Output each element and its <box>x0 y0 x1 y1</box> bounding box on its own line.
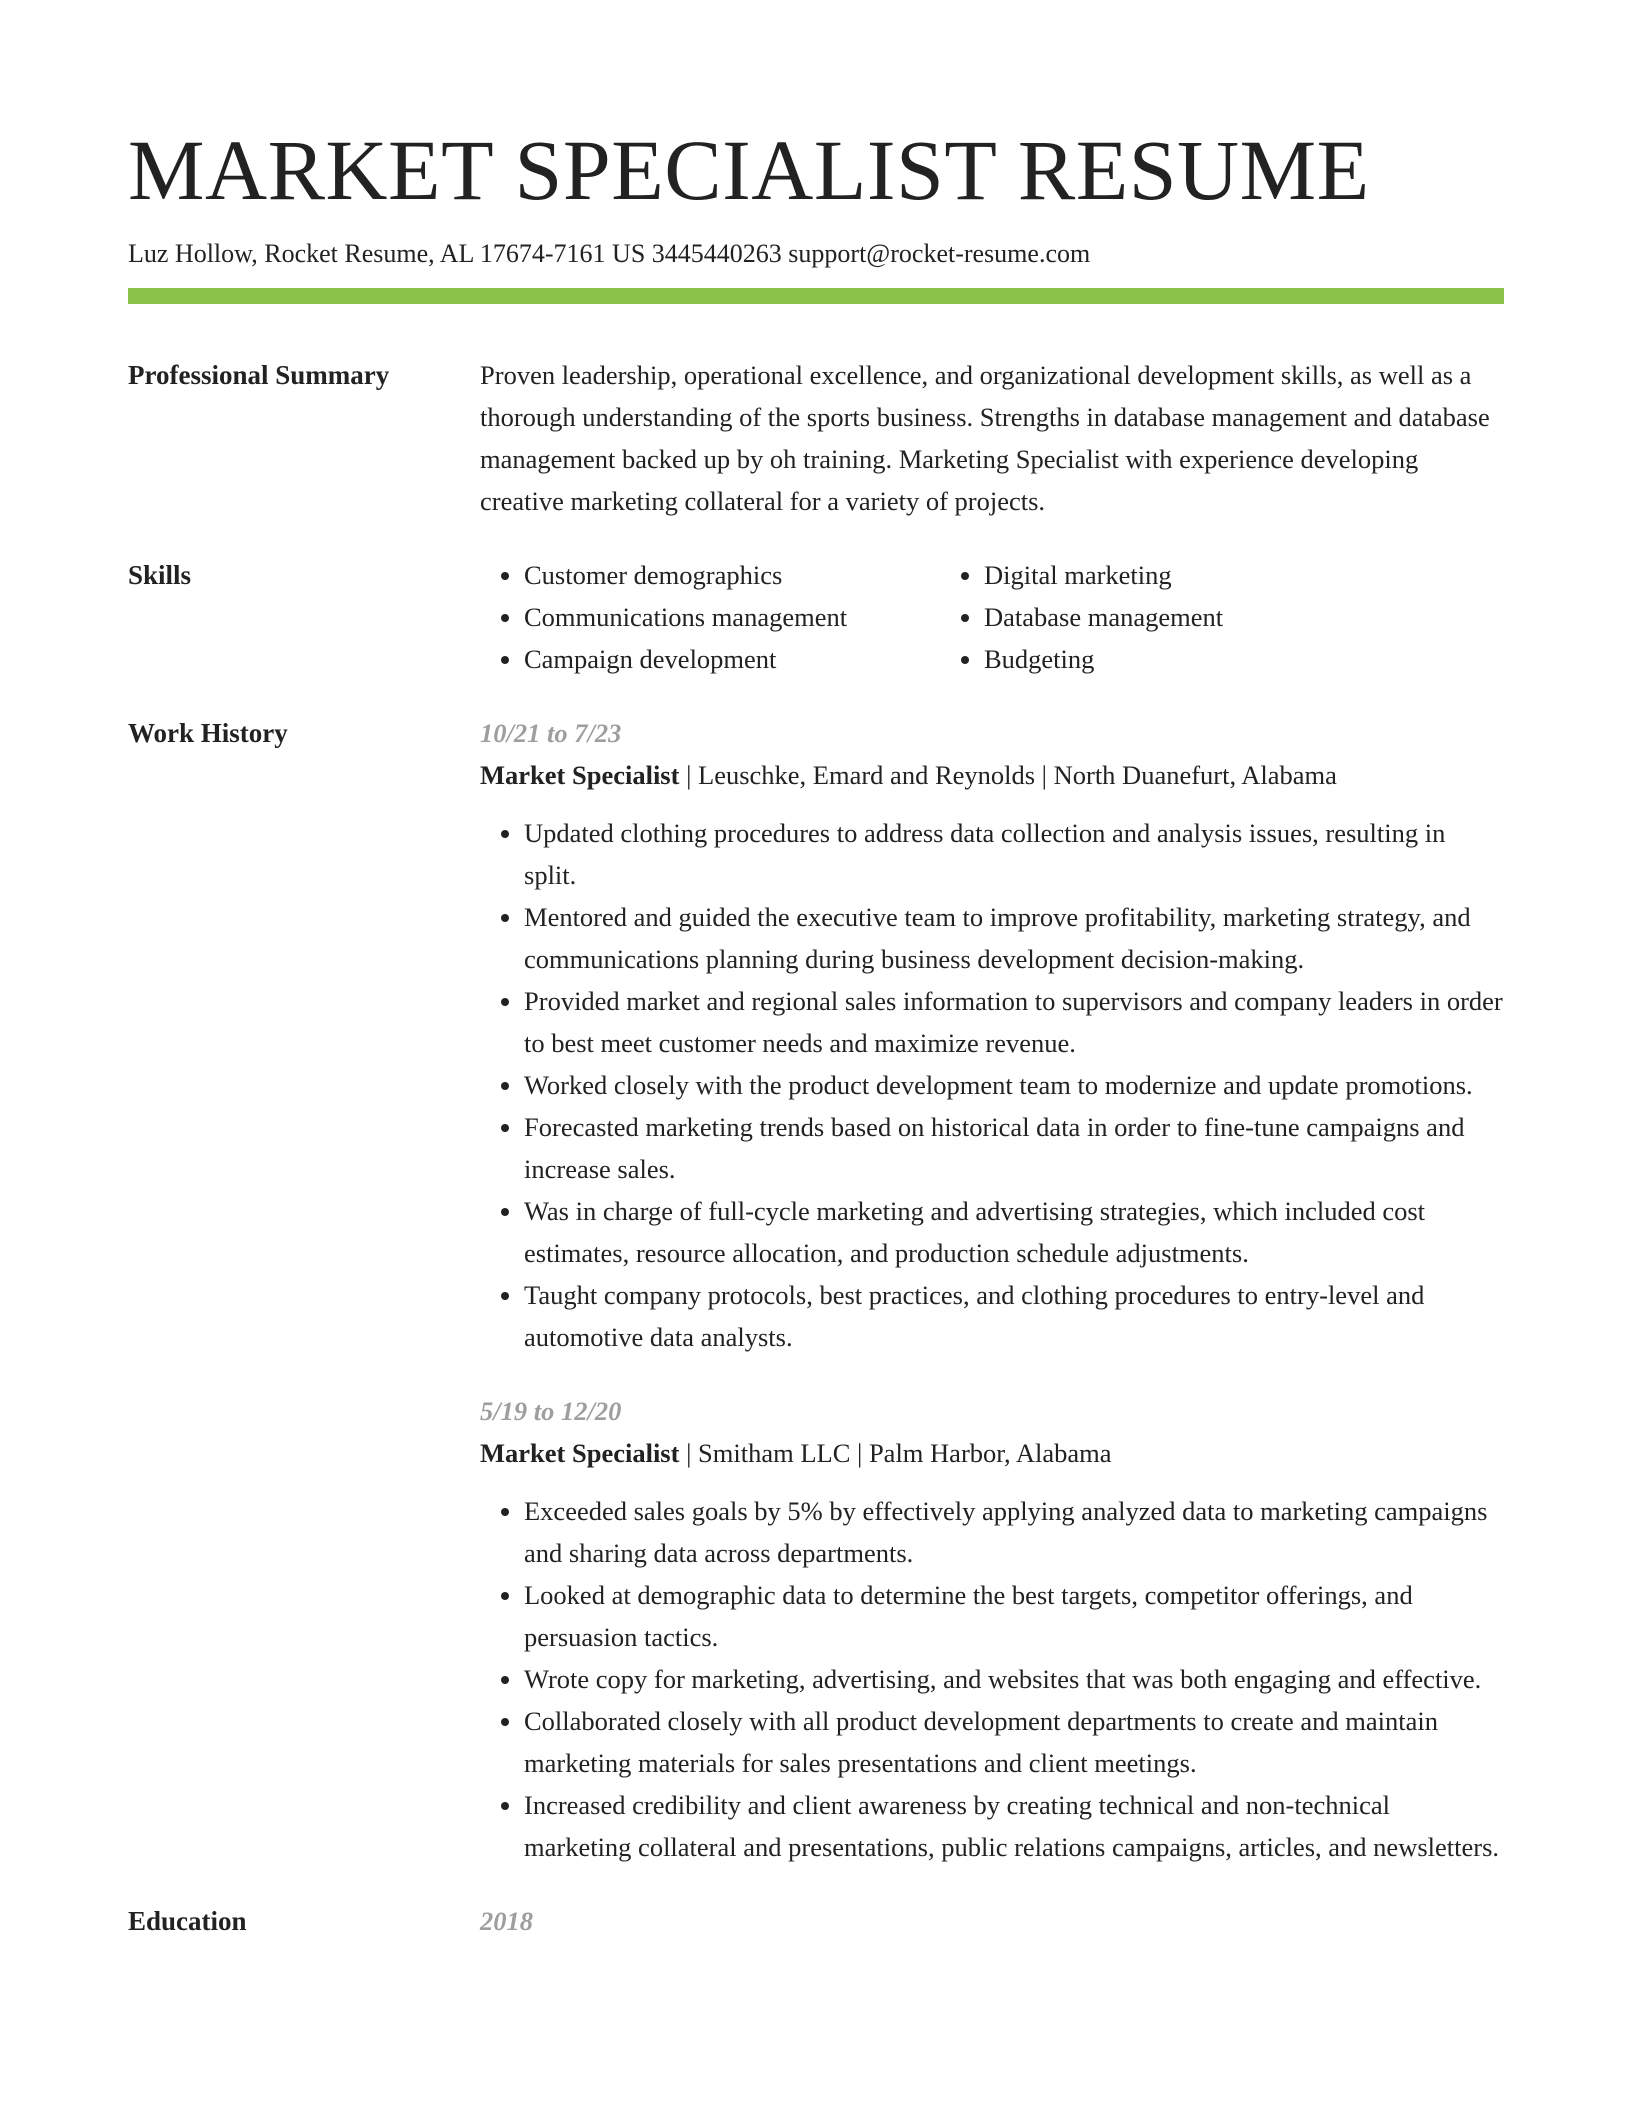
job-title: Market Specialist <box>480 760 680 790</box>
job-bullet: • Exceeded sales goals by 5% by effectively applying analyzed data to marketing campaigns and sharing data across departments. <box>524 1490 1504 1574</box>
job-title: Market Specialist <box>480 1438 680 1468</box>
job-bullet: • Forecasted marketing trends based on historical data in order to fine-tune campaigns and increase sales. <box>524 1106 1504 1190</box>
job-bullet: • Increased credibility and client awareness by creating technical and non-technical marketing collateral and presentations, public relations campaigns, articles, and newsletters. <box>524 1784 1504 1868</box>
job-dates: 5/19 to 12/20 <box>480 1396 622 1426</box>
job-dates: 10/21 to 7/23 <box>480 718 622 748</box>
skill-item: • Budgeting <box>984 638 1500 680</box>
skills-list-left <box>480 554 940 680</box>
summary-section <box>128 354 1504 522</box>
job-title-line <box>480 754 1504 796</box>
job-bullet: • Looked at demographic data to determine the best targets, competitor offerings, and persuasion tactics. <box>524 1574 1504 1658</box>
skills-list-right <box>940 554 1500 680</box>
skill-item: • Digital marketing <box>984 554 1500 596</box>
job-employer-location: | Smitham LLC | Palm Harbor, Alabama <box>679 1438 1112 1468</box>
resume-title: MARKET SPECIALIST RESUME <box>128 122 1370 218</box>
job-bullet: • Mentored and guided the executive team to improve profitability, marketing strategy, and communications planning during business development decision-making. <box>524 896 1504 980</box>
accent-divider <box>128 288 1504 304</box>
job-entry <box>480 712 1504 1358</box>
skills-heading: Skills <box>128 560 192 590</box>
job-bullets <box>480 812 1504 1358</box>
education-heading: Education <box>128 1906 247 1936</box>
work-history-section <box>128 712 1504 1868</box>
skill-item: • Campaign development <box>524 638 940 680</box>
job-employer-location: | Leuschke, Emard and Reynolds | North Duanefurt, Alabama <box>679 760 1337 790</box>
job-bullet: • Wrote copy for marketing, advertising, and websites that was both engaging and effective. <box>524 1658 1504 1700</box>
job-bullet: • Was in charge of full-cycle marketing and advertising strategies, which included cost estimates, resource allocation, and production schedule adjustments. <box>524 1190 1504 1274</box>
summary-heading: Professional Summary <box>128 360 390 390</box>
education-section <box>128 1900 1504 1942</box>
skills-section <box>128 554 1504 680</box>
summary-text: Proven leadership, operational excellence, and organizational development skills, as well as a thorough understanding of the sports business. Strengths in database management and database management backed up by oh training. Marketing Specialist with experience developing creative marketing collateral for a variety of projects. <box>480 360 1490 516</box>
skill-item: • Database management <box>984 596 1500 638</box>
job-title-line <box>480 1432 1504 1474</box>
education-year: 2018 <box>480 1906 533 1936</box>
job-entry <box>480 1390 1504 1868</box>
job-bullet: • Worked closely with the product development team to modernize and update promotions. <box>524 1064 1504 1106</box>
work-history-heading: Work History <box>128 718 288 748</box>
job-bullet: • Updated clothing procedures to address data collection and analysis issues, resulting in split. <box>524 812 1504 896</box>
job-bullet: • Provided market and regional sales information to supervisors and company leaders in order to best meet customer needs and maximize revenue. <box>524 980 1504 1064</box>
skill-item: • Communications management <box>524 596 940 638</box>
resume-page <box>128 0 1504 1942</box>
job-bullet: • Collaborated closely with all product development departments to create and maintain marketing materials for sales presentations and client meetings. <box>524 1700 1504 1784</box>
skill-item: • Customer demographics <box>524 554 940 596</box>
contact-info: Luz Hollow, Rocket Resume, AL 17674-7161 US 3445440263 support@rocket-resume.com <box>128 239 1091 268</box>
job-bullet: • Taught company protocols, best practices, and clothing procedures to entry-level and automotive data analysts. <box>524 1274 1504 1358</box>
job-bullets <box>480 1490 1504 1868</box>
